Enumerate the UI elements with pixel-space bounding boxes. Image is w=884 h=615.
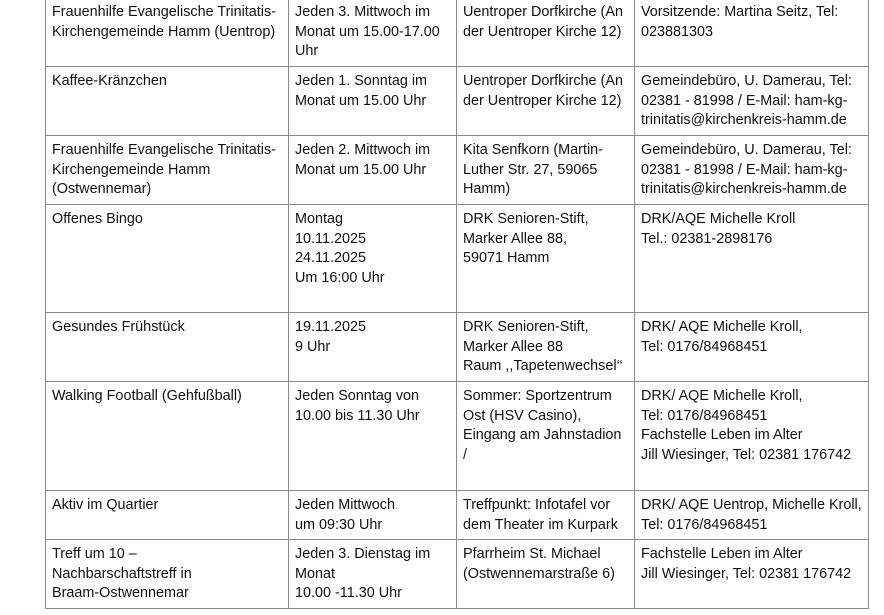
event-contact-cell: Fachstelle Leben im Alter Jill Wiesinger, Tel: 02381 176742 (635, 540, 869, 609)
event-contact-cell: Vorsitzende: Martina Seitz, Tel: 023881303 (635, 0, 869, 67)
event-contact-cell: Gemeindebüro, U. Damerau, Tel: 02381 - 81998 / E-Mail: ham-kg-trinitatis@kirchenkreis-hamm.de (635, 67, 869, 136)
event-location-cell: DRK Senioren-Stift, Marker Allee 88, 59071 Hamm (457, 205, 635, 313)
event-contact-cell: DRK/ AQE Uentrop, Michelle Kroll, Tel: 0176/84968451 (635, 491, 869, 540)
events-table (45, 0, 869, 609)
event-name-cell: Offenes Bingo (46, 205, 289, 313)
table-row (46, 491, 869, 540)
event-name-cell: Aktiv im Quartier (46, 491, 289, 540)
event-name-cell: Frauenhilfe Evangelische Trinitatis-Kirchengemeinde Hamm (Ostwennemar) (46, 136, 289, 205)
event-location-cell: Pfarrheim St. Michael (Ostwennemarstraße 6) (457, 540, 635, 609)
event-time-cell: Montag 10.11.2025 24.11.2025 Um 16:00 Uhr (289, 205, 457, 313)
table-row (46, 205, 869, 313)
event-contact-cell: DRK/AQE Michelle Kroll Tel.: 02381-2898176 (635, 205, 869, 313)
event-location-cell: Uentroper Dorfkirche (An der Uentroper Kirche 12) (457, 67, 635, 136)
event-location-cell: DRK Senioren-Stift, Marker Allee 88 Raum ,,Tapetenwechsel‘‘ (457, 313, 635, 382)
event-contact-cell: Gemeindebüro, U. Damerau, Tel: 02381 - 81998 / E-Mail: ham-kg-trinitatis@kirchenkreis-hamm.de (635, 136, 869, 205)
event-time-cell: Jeden Mittwoch um 09:30 Uhr (289, 491, 457, 540)
event-name-cell: Gesundes Frühstück (46, 313, 289, 382)
event-name-cell: Kaffee-Kränzchen (46, 67, 289, 136)
table-row (46, 540, 869, 609)
event-name-cell: Treff um 10 – Nachbarschaftstreff in Braam-Ostwennemar (46, 540, 289, 609)
table-row (46, 0, 869, 67)
event-location-cell: Treffpunkt: Infotafel vor dem Theater im Kurpark (457, 491, 635, 540)
event-contact-cell: DRK/ AQE Michelle Kroll, Tel: 0176/84968451 Fachstelle Leben im Alter Jill Wiesinger, Tel: 02381 176742 (635, 382, 869, 491)
event-contact-cell: DRK/ AQE Michelle Kroll, Tel: 0176/84968451 (635, 313, 869, 382)
event-time-cell: Jeden 3. Dienstag im Monat 10.00 -11.30 Uhr (289, 540, 457, 609)
event-time-cell: Jeden 2. Mittwoch im Monat um 15.00 Uhr (289, 136, 457, 205)
event-location-cell: Kita Senfkorn (Martin-Luther Str. 27, 59065 Hamm) (457, 136, 635, 205)
table-row (46, 67, 869, 136)
event-time-cell: Jeden 1. Sonntag im Monat um 15.00 Uhr (289, 67, 457, 136)
table-row (46, 136, 869, 205)
table-row (46, 313, 869, 382)
event-location-cell: Sommer: Sportzentrum Ost (HSV Casino), Eingang am Jahnstadion / (457, 382, 635, 491)
event-location-cell: Uentroper Dorfkirche (An der Uentroper Kirche 12) (457, 0, 635, 67)
table-row (46, 382, 869, 491)
event-name-cell: Frauenhilfe Evangelische Trinitatis-Kirchengemeinde Hamm (Uentrop) (46, 0, 289, 67)
event-name-cell: Walking Football (Gehfußball) (46, 382, 289, 491)
event-time-cell: Jeden 3. Mittwoch im Monat um 15.00-17.00 Uhr (289, 0, 457, 67)
event-time-cell: Jeden Sonntag von 10.00 bis 11.30 Uhr (289, 382, 457, 491)
event-time-cell: 19.11.2025 9 Uhr (289, 313, 457, 382)
